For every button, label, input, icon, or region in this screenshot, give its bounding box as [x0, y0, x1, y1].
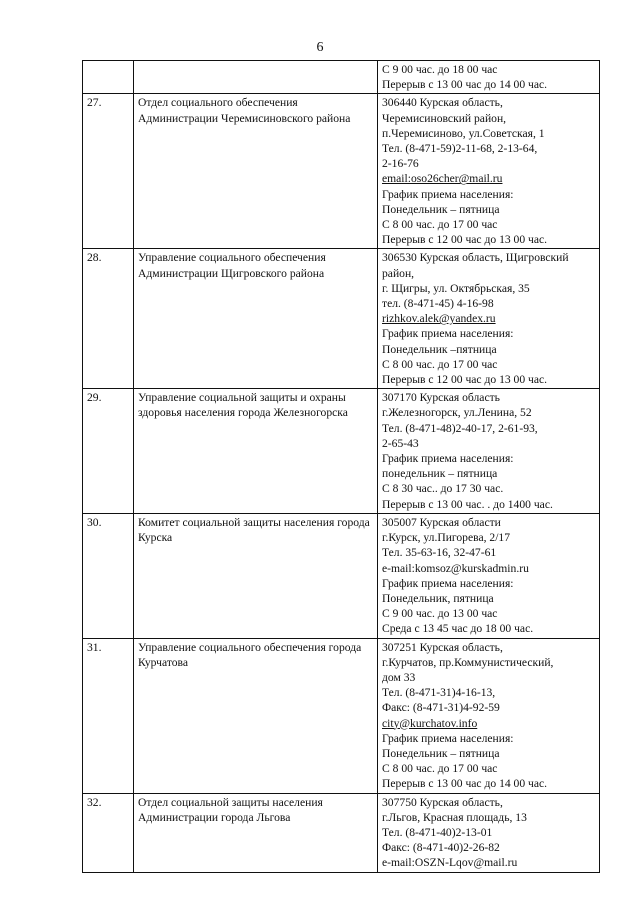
- contact-line: г. Щигры, ул. Октябрьская, 35: [382, 281, 530, 295]
- contact-line: 306440 Курская область,: [382, 96, 503, 110]
- contact-line: район,: [382, 266, 415, 280]
- contact-line: Тел. (8-471-59)2-11-68, 2-13-64,: [382, 142, 538, 156]
- contact-cell: [378, 94, 600, 249]
- social-services-table: [82, 60, 600, 873]
- email-link[interactable]: rizhkov.alek@yandex.ru: [382, 312, 496, 326]
- contact-cell: [378, 513, 600, 638]
- contact-line: Тел. 35-63-16, 32-47-61: [382, 546, 497, 560]
- contact-line: С 9 00 час. до 13 00 час: [382, 607, 498, 621]
- table-row: [83, 389, 600, 514]
- contact-line: Тел. (8-471-40)2-13-01: [382, 825, 493, 839]
- contact-line: Черемисиновский район,: [382, 111, 507, 125]
- contact-line: График приема населения:: [382, 327, 514, 341]
- contact-cell: [378, 249, 600, 389]
- row-number: 31.: [83, 638, 134, 793]
- table-row: [83, 638, 600, 793]
- contact-line: Факс: (8-471-40)2-26-82: [382, 841, 500, 855]
- table-body: [83, 61, 600, 873]
- contact-line: 307170 Курская область: [382, 391, 500, 405]
- contact-line: Тел. (8-471-31)4-16-13,: [382, 686, 496, 700]
- contact-line: С 8 00 час. до 17 00 час: [382, 762, 498, 776]
- email-link[interactable]: city@kurchatov.info: [382, 716, 478, 730]
- contact-line: 2-16-76: [382, 157, 419, 171]
- contact-line: Перерыв с 13 00 час до 14 00 час.: [382, 777, 548, 791]
- row-number: 32.: [83, 793, 134, 872]
- number-cell: [83, 61, 134, 94]
- contact-cell: [378, 793, 600, 872]
- contact-line: 305007 Курская области: [382, 515, 501, 529]
- contact-line: 307251 Курская область,: [382, 640, 503, 654]
- organization-cell: [134, 793, 378, 872]
- contact-cell: [378, 61, 600, 94]
- contact-line: дом 33: [382, 670, 416, 684]
- organization-name: Управление социальной защиты и охраны здоровья населения города Железногорска: [138, 391, 348, 420]
- organization-cell: [134, 249, 378, 389]
- row-number: 30.: [83, 513, 134, 638]
- contact-cell: [378, 638, 600, 793]
- organization-name: Управление социального обеспечения города Курчатова: [138, 640, 362, 669]
- row-number: 28.: [83, 249, 134, 389]
- contact-line: e-mail:komsoz@kurskadmin.ru: [382, 561, 529, 575]
- contact-line: Понедельник, пятница: [382, 591, 494, 605]
- organization-cell: [134, 94, 378, 249]
- contact-line: Перерыв с 13 00 час до 14 00 час.: [382, 78, 548, 92]
- contact-line: 307750 Курская область,: [382, 795, 503, 809]
- organization-name: Комитет социальной защиты населения города Курска: [138, 515, 370, 545]
- contact-line: Перерыв с 12 00 час до 13 00 час.: [382, 233, 548, 247]
- row-number: 27.: [83, 94, 134, 249]
- organization-cell: [134, 61, 378, 94]
- contact-line: 306530 Курская область, Щигровский: [382, 251, 569, 265]
- contact-line: г.Льгов, Красная площадь, 13: [382, 810, 527, 824]
- contact-line: Тел. (8-471-48)2-40-17, 2-61-93,: [382, 421, 538, 435]
- contact-cell: [378, 389, 600, 514]
- organization-cell: [134, 389, 378, 514]
- contact-line: понедельник – пятница: [382, 467, 498, 481]
- contact-line: п.Черемисиново, ул.Советская, 1: [382, 126, 545, 140]
- contact-line: С 8 30 час.. до 17 30 час.: [382, 482, 504, 496]
- contact-line: Понедельник – пятница: [382, 202, 500, 216]
- contact-line: г.Железногорск, ул.Ленина, 52: [382, 406, 532, 420]
- contact-line: 2-65-43: [382, 436, 419, 450]
- contact-line: Понедельник – пятница: [382, 746, 500, 760]
- contact-line: Среда с 13 45 час до 18 00 час.: [382, 622, 534, 636]
- contact-line: Перерыв с 12 00 час до 13 00 час.: [382, 373, 548, 387]
- contact-line: г.Курчатов, пр.Коммунистический,: [382, 655, 554, 669]
- table-row: [83, 793, 600, 872]
- contact-line: С 9 00 час. до 18 00 час: [382, 63, 498, 76]
- table-row-continuation: [83, 61, 600, 94]
- organization-name: Управление социального обеспечения Администрации Щигровского района: [138, 251, 326, 280]
- contact-line: тел. (8-471-45) 4-16-98: [382, 297, 494, 311]
- contact-line: e-mail:OSZN-Lqov@mail.ru: [382, 856, 518, 870]
- contact-line: Факс: (8-471-31)4-92-59: [382, 701, 500, 715]
- page-number: 6: [316, 40, 324, 55]
- organization-cell: [134, 638, 378, 793]
- contact-line: График приема населения:: [382, 452, 514, 466]
- contact-line: С 8 00 час. до 17 00 час: [382, 357, 498, 371]
- organization-name: Отдел социальной защиты населения Администрации города Льгова: [138, 795, 323, 824]
- contact-line: График приема населения:: [382, 731, 514, 745]
- table-row: [83, 249, 600, 389]
- table-row: [83, 513, 600, 638]
- organization-name: Отдел социального обеспечения Администрации Черемисиновского района: [138, 96, 351, 125]
- email-link[interactable]: email:oso26cher@mail.ru: [382, 172, 503, 186]
- contact-line: График приема населения:: [382, 187, 514, 201]
- contact-line: г.Курск, ул.Пигорева, 2/17: [382, 531, 511, 545]
- row-number: 29.: [83, 389, 134, 514]
- contact-line: Понедельник –пятница: [382, 342, 497, 356]
- contact-line: График приема населения:: [382, 576, 514, 590]
- table-row: [83, 94, 600, 249]
- organization-cell: [134, 513, 378, 638]
- contact-line: Перерыв с 13 00 час. . до 1400 час.: [382, 497, 553, 511]
- contact-line: С 8 00 час. до 17 00 час: [382, 218, 498, 232]
